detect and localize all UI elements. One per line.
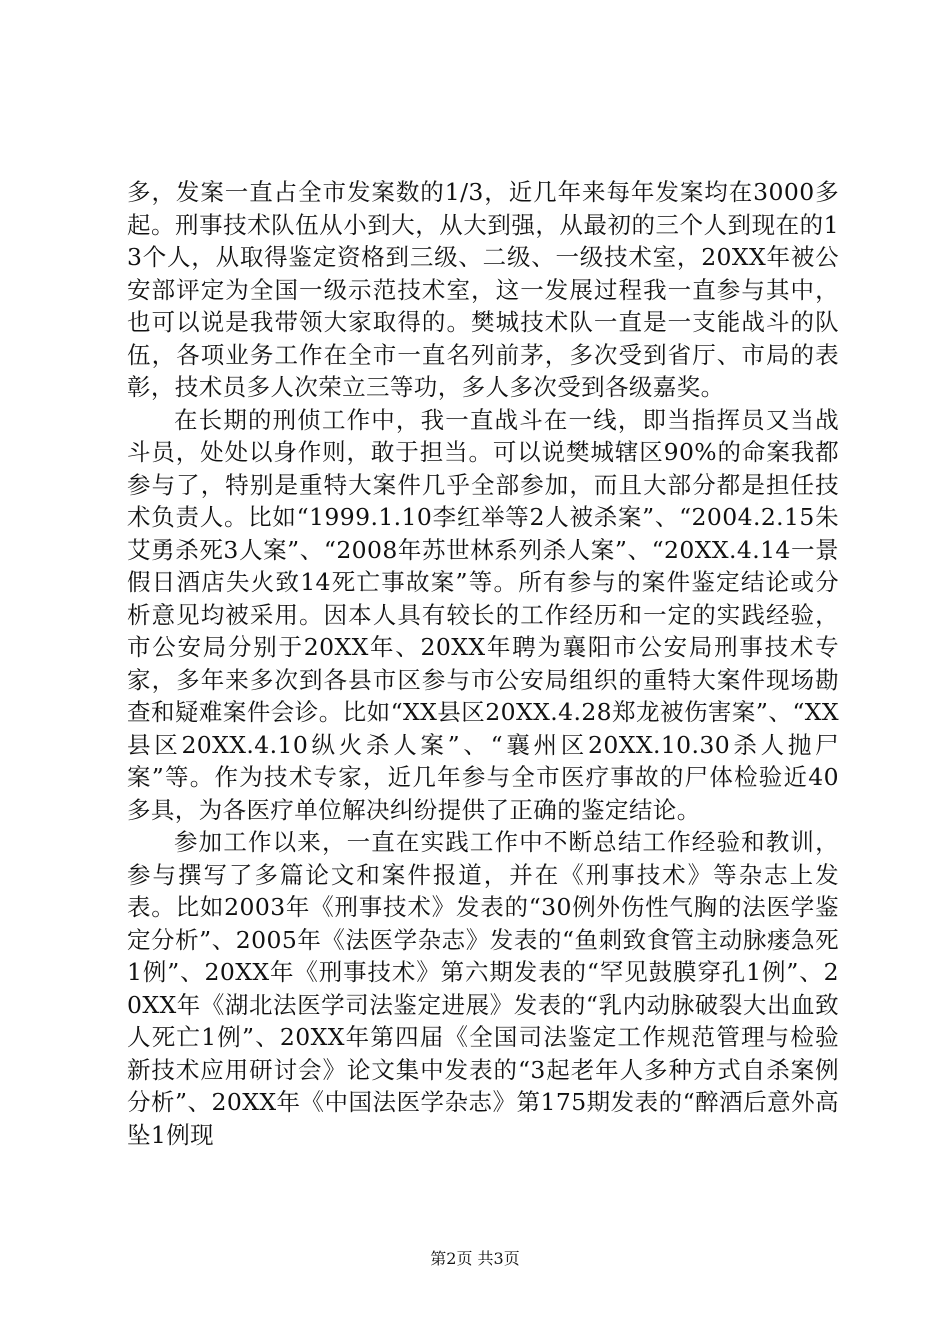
paragraph: 在长期的刑侦工作中，我一直战斗在一线，即当指挥员又当战斗员，处处以身作则，敢于担当。可以说樊城辖区90%的命案我都参与了，特别是重特大案件几乎全部参加，而且大部分都是担任技术负责人。比如“1999.1.10李红举等2人被杀案”、“2004.2.15朱艾勇杀死3人案”、“2008年苏世林系列杀人案”、“20XX.4.14一景假日酒店失火致14死亡事故案”等。所有参与的案件鉴定结论或分析意见均被采用。因本人具有较长的工作经历和一定的实践经验，市公安局分别于20XX年、20XX年聘为襄阳市公安局刑事技术专家，多年来多次到各县市区参与市公安局组织的重特大案件现场勘查和疑难案件会诊。比如“XX县区20XX.4.28郑龙被伤害案”、“XX县区20XX.4.10纵火杀人案”、“襄州区20XX.10.30杀人抛尸案”等。作为技术专家，近几年参与全市医疗事故的尸体检验近40多具，为各医疗单位解决纠纷提供了正确的鉴定结论。: [127, 405, 839, 824]
document-body: [127, 176, 839, 1151]
paragraph: 多，发案一直占全市发案数的1/3，近几年来每年发案均在3000多起。刑事技术队伍从小到大，从大到强，从最初的三个人到现在的13个人，从取得鉴定资格到三级、二级、一级技术室，20XX年被公安部评定为全国一级示范技术室，这一发展过程我一直参与其中，也可以说是我带领大家取得的。樊城技术队一直是一支能战斗的队伍，各项业务工作在全市一直名列前茅，多次受到省厅、市局的表彰，技术员多人次荣立三等功，多人多次受到各级嘉奖。: [127, 178, 839, 401]
page-number-footer: 第2页 共3页: [430, 1249, 520, 1268]
paragraph: 参加工作以来，一直在实践工作中不断总结工作经验和教训，参与撰写了多篇论文和案件报道，并在《刑事技术》等杂志上发表。比如2003年《刑事技术》发表的“30例外伤性气胸的法医学鉴定分析”、2005年《法医学杂志》发表的“鱼刺致食管主动脉瘘急死1例”、20XX年《刑事技术》第六期发表的“罕见鼓膜穿孔1例”、20XX年《湖北法医学司法鉴定进展》发表的“乳内动脉破裂大出血致人死亡1例”、20XX年第四届《全国司法鉴定工作规范管理与检验新技术应用研讨会》论文集中发表的“3起老年人多种方式自杀案例分析”、20XX年《中国法医学杂志》第175期发表的“醉酒后意外高坠1例现: [127, 828, 839, 1149]
